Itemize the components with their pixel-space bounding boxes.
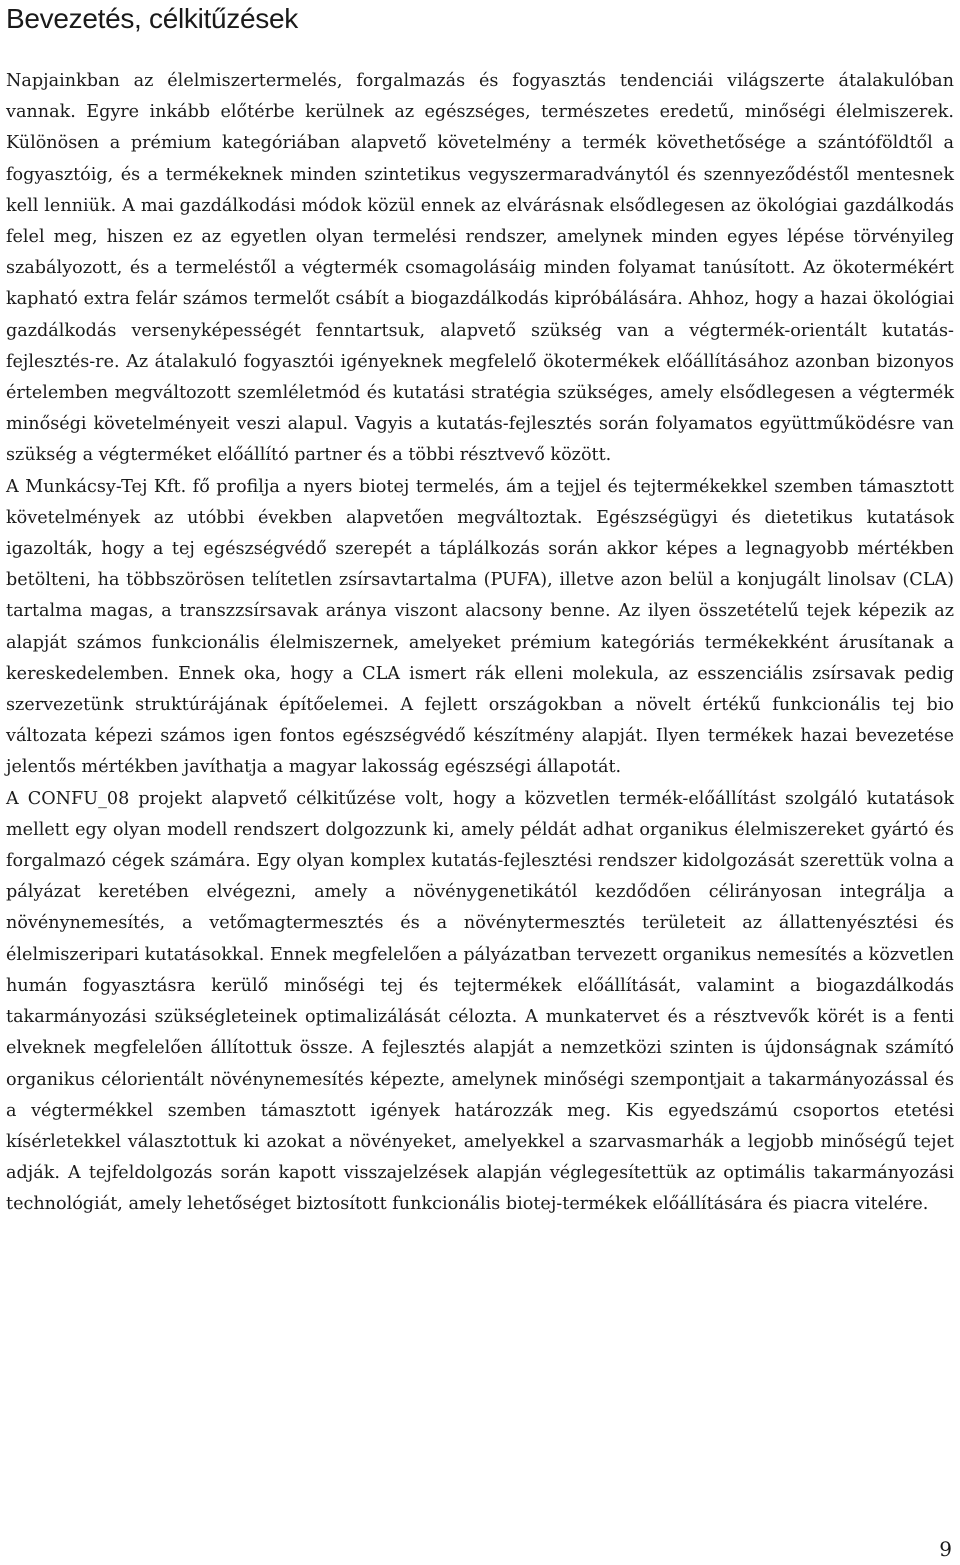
body-text	[6, 66, 954, 1221]
paragraph-munkacsy-tej: A Munkácsy-Tej Kft. fő profilja a nyers biotej termelés, ám a tejjel és tejtermékekkel szemben támasztott követelmények az utóbbi években alapvetően megváltoztak. Egészségügyi és dietetikus kutatások igazolták, hogy a tej egészségvédő szerepét a táplálkozás során akkor képes a legnagyobb mértékben betölteni, ha többszörösen telítetlen zsírsavtartalma (PUFA), illetve azon belül a konjugált linolsav (CLA) tartalma magas, a transzzsírsavak aránya viszont alacsony benne. Az ilyen összetételű tejek képezik az alapját számos funkcionális élelmiszernek, amelyeket prémium kategóriás termékekként árusítanak a kereskedelemben. Ennek oka, hogy a CLA ismert rák elleni molekula, az esszenciális zsírsavak pedig szervezetünk struktúrájának építőelemei. A fejlett országokban a növelt értékű funkcionális tej bio változata képezi számos igen fontos egészségvédő készítmény alapját. Ilyen termékek hazai bevezetése jelentős mértékben javíthatja a magyar lakosság egészségi állapotát.	[6, 476, 954, 778]
page-number: 9	[939, 1537, 952, 1561]
paragraph-intro: Napjainkban az élelmiszertermelés, forgalmazás és fogyasztás tendenciái világszerte átalakulóban vannak. Egyre inkább előtérbe kerülnek az egészséges, természetes eredetű, minőségi élelmiszerek. Különösen a prémium kategóriában alapvető követelmény a termék követhetősége a szántóföldtől a fogyasztóig, és a termékeknek minden szintetikus vegyszermaradványtól és szennyeződéstől mentesnek kell lenniük. A mai gazdálkodási módok közül ennek az elvárásnak elsődlegesen az ökológiai gazdálkodás felel meg, hiszen ez az egyetlen olyan termelési rendszer, amelynek minden egyes lépése törvényileg szabályozott, és a termeléstől a végtermék csomagolásáig minden folyamat tanúsított. Az ökotermékért kapható extra felár számos termelőt csábít a biogazdálkodás kipróbálására. Ahhoz, hogy a hazai ökológiai gazdálkodás versenyképességét fenntartsuk, alapvető szükség van a végtermék-orientált kutatás-fejlesztés-re. Az átalakuló fogyasztói igényeknek megfelelő ökotermékek előállításához azonban bizonyos értelemben megváltozott szemléletmód és kutatási stratégia szükséges, amely elsődlegesen a végtermék minőségi követelményeit veszi alapul. Vagyis a kutatás-fejlesztés során folyamatos együttműködésre van szükség a végterméket előállító partner és a többi résztvevő között.	[6, 71, 954, 466]
section-heading: Bevezetés, célkitűzések	[6, 3, 298, 34]
paragraph-confu-project: A CONFU_08 projekt alapvető célkitűzése volt, hogy a közvetlen termék-előállítást szolgáló kutatások mellett egy olyan modell rendszert dolgozzunk ki, amely példát adhat organikus élelmiszereket gyártó és forgalmazó cégek számára. Egy olyan komplex kutatás-fejlesztési rendszer kidolgozását szerettük volna a pályázat keretében elvégezni, amely a növénygenetikától kezdődően célirányosan integrálja a növénynemesítés, a vetőmagtermesztés és a növénytermesztés területeit az állattenyésztési és élelmiszeripari kutatásokkal. Ennek megfelelően a pályázatban tervezett organikus nemesítés a közvetlen humán fogyasztásra kerülő minőségi tej és tejtermékek előállítását, valamint a biogazdálkodás takarmányozási szükségleteinek optimalizálását célozta. A munkatervet és a résztvevők körét is a fenti elveknek megfelelően állítottuk össze. A fejlesztés alapját a nemzetközi szinten is újdonságnak számító organikus célorientált növénynemesítés képezte, amelynek minőségi szempontjait a takarmányozással és a végtermékkel szemben támasztott igények határozzák meg. Kis egyedszámú csoportos etetési kísérletekkel választottuk ki azokat a növényeket, amelyekkel a szarvasmarhák a legjobb minőségű tejet adják. A tejfeldolgozás során kapott visszajelzések alapján véglegesítettük az optimális takarmányozási technológiát, amely lehetőséget biztosított funkcionális biotej-termékek előállítására és piacra vitelére.	[6, 788, 954, 1215]
